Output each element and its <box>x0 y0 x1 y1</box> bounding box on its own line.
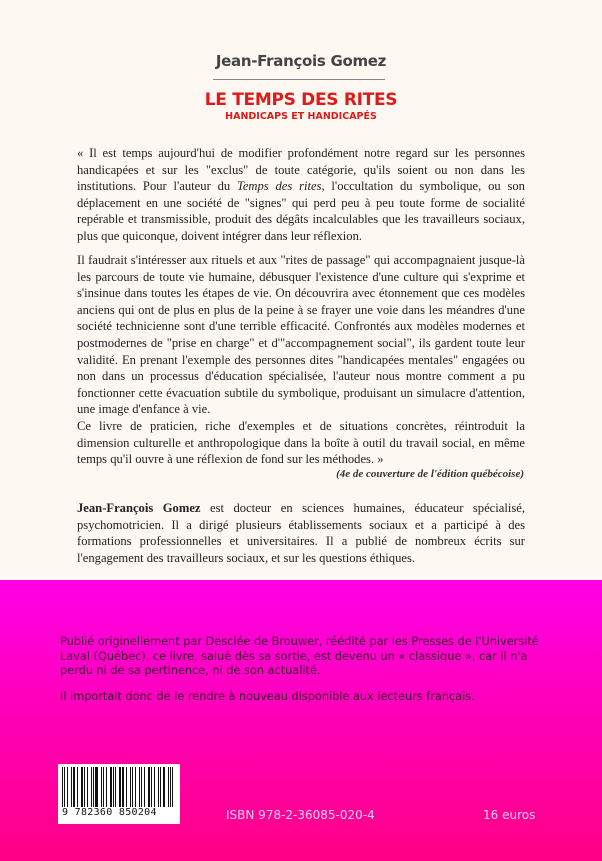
barcode-bar <box>84 767 86 807</box>
barcode-bar <box>115 767 116 807</box>
barcode-bar <box>119 767 121 807</box>
barcode-bar <box>77 767 78 807</box>
bio-text: est docteur en sciences humaines, éducateur spécialisé, psychomotricien. Il a dirigé plusieurs établissements sociaux et a participé à des formations professionnelles et universitaires. Il a publié de nombreux écrits sur l'engagement des travailleurs sociaux, et sur les questions éthiques. <box>77 501 525 565</box>
barcode-bar <box>148 767 150 807</box>
barcode-bar <box>141 767 143 807</box>
barcode-bars <box>62 767 176 807</box>
barcode-bar <box>172 767 173 807</box>
barcode-bar <box>151 767 152 807</box>
barcode-bar <box>101 767 103 807</box>
blurb-text: , l'occultation du symbolique, ou son déplacement en une société de "signes" qui perd peu à peu toute forme de socialité repérable et transmissible, produit des dégâts incalculables que les travailleurs sociaux, plus que quiconque, doivent intégrer dans leur réflexion. <box>77 179 525 243</box>
blurb-paragraph-3: Ce livre de praticien, riche d'exemples et de situations concrètes, réintroduit la dimension culturelle et anthropologique dans la boîte à outil du travail social, en même temps qu'il ouvre à une réflexion de fond sur les méthodes. » <box>77 419 525 467</box>
isbn: ISBN 978-2-36085-020-4 <box>226 808 375 822</box>
barcode-bar <box>64 767 66 807</box>
barcode-bar <box>163 767 165 807</box>
barcode-bar <box>130 767 131 807</box>
barcode-bar <box>170 767 171 807</box>
barcode-bar <box>73 767 75 807</box>
barcode-bar <box>122 767 124 807</box>
barcode-bar <box>160 767 161 807</box>
barcode-bar <box>106 767 107 807</box>
blurb-text: « Il est temps aujourd'hui de modifier profondément notre regard sur les personnes handicapées et sur les "exclus" de toute catégorie, qu'ils soient ou non dans les institutions. Pour l'auteur du <box>77 146 525 194</box>
barcode-bar <box>132 767 134 807</box>
barcode-bar <box>139 767 140 807</box>
book-subtitle: HANDICAPS ET HANDICAPÉS <box>225 111 377 122</box>
book-title-italic: Temps des rites <box>236 179 322 194</box>
blurb-paragraph-2: Il faudrait s'intéresser aux rituels et aux "rites de passage" qui accompagnaient jusque-là les parcours de toute vie humaine, débusquer l'existence d'une culture qui s'exprime et s'insinue dans toutes les étapes de vie. On découvrira avec étonnement que ces modèles anciens qui ont de plus en plus de la peine à se frayer une voie dans les méandres d'une société technicienne sont d'une terrible efficacité. Confrontés aux modèles modernes et postmodernes de "prise en charge" et d'"accompagnement social", ils gardent toute leur validité. En prenant l'exemple des personnes dites "handicapées mentales" engagées ou non dans un processus d'éducation spécialisée, l'auteur nous montre comment a pu fonctionner cette évacuation subtile du symbolique, produisant un simulacre d'attention, une image d'enfance à vie. <box>77 253 525 417</box>
barcode-number: 9 782360 850204 <box>62 807 157 818</box>
barcode-bar <box>71 767 72 807</box>
publisher-note-2: Il importait donc de le rendre à nouveau disponible aux lecteurs français. <box>60 690 475 703</box>
divider <box>213 79 385 80</box>
publisher-note-1: Publié originellement par Desclée de Brouwer, réédité par les Presses de l'Université Laval (Québec), ce livre, salué dès sa sortie, est devenu un « classique », car il n'a perdu ni de sa pertinence, ni de son actualité. <box>60 635 539 677</box>
barcode-bar <box>95 767 97 807</box>
price: 16 euros <box>483 808 536 822</box>
barcode-bar <box>62 767 63 807</box>
bio-author-name: Jean-François Gomez <box>77 501 201 515</box>
barcode-bar <box>91 767 92 807</box>
barcode-bar <box>126 767 127 807</box>
barcode-bar <box>103 767 104 807</box>
barcode-bar <box>168 767 169 807</box>
barcode-bar <box>110 767 112 807</box>
barcode-bar <box>154 767 155 807</box>
author-name: Jean-François Gomez <box>215 52 387 70</box>
barcode-bar <box>144 767 145 807</box>
barcode-bar <box>67 767 68 807</box>
barcode-bar <box>81 767 83 807</box>
barcode-bar <box>113 767 114 807</box>
blurb-paragraph-1 <box>77 145 525 245</box>
blurb-source: (4e de couverture de l'édition québécoise) <box>336 468 524 480</box>
barcode <box>58 764 180 824</box>
book-title: LE TEMPS DES RITES <box>204 90 398 110</box>
barcode-bar <box>93 767 94 807</box>
barcode-bar <box>135 767 136 807</box>
barcode-bar <box>87 767 88 807</box>
author-bio <box>77 500 525 566</box>
barcode-bar <box>158 767 160 807</box>
